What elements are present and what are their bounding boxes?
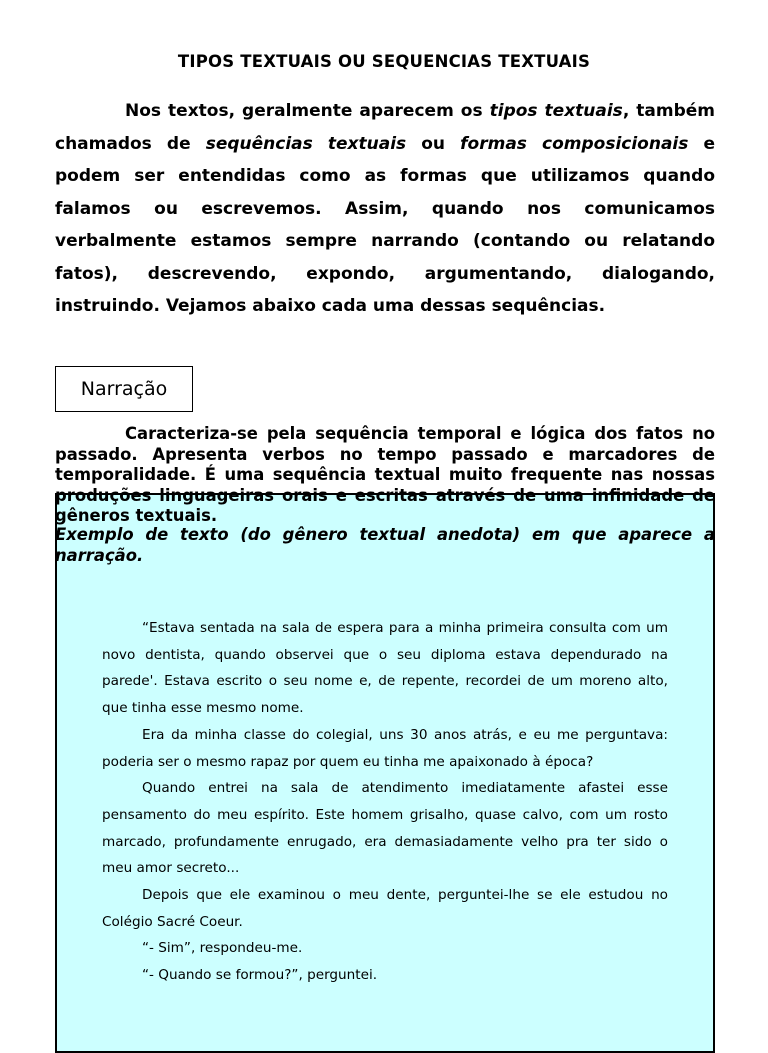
intro-text-2: , também chamados de bbox=[55, 101, 716, 154]
intro-text-1: Nos textos, geralmente aparecem os bbox=[125, 101, 490, 121]
story-text: Depois que ele examinou o meu dente, perguntei-lhe se ele estudou no Colégio Sacré Coeur. bbox=[102, 887, 668, 930]
story-text: Era da minha classe do colegial, uns 30 anos atrás, e eu me perguntava: poderia ser o mesmo rapaz por quem eu tinha me apaixonado à época? bbox=[102, 726, 668, 770]
story-text: “Estava sentada na sala de espera para a minha primeira consulta com um novo dentista, quando observei que o seu diploma estava dependurado na parede'. Estava escrito o seu nome e, de repente, recordei de um moreno alto, que tinha esse mesmo nome. bbox=[102, 620, 668, 717]
story-paragraph bbox=[102, 882, 668, 935]
intro-term-sequencias-textuais: sequências textuais bbox=[205, 133, 407, 154]
story-text: “- Quando se formou?”, perguntei. bbox=[142, 967, 378, 984]
intro-text-3: ou bbox=[406, 133, 461, 154]
story-paragraph bbox=[102, 775, 668, 882]
section-heading: Narração bbox=[80, 378, 168, 400]
example-label: Exemplo de texto (do gênero textual anedota) em que aparece a narração. bbox=[55, 525, 715, 565]
intro-term-formas-composicionais: formas composicionais bbox=[460, 133, 689, 154]
document-title: TIPOS TEXTUAIS OU SEQUENCIAS TEXTUAIS bbox=[177, 52, 591, 71]
story-text: “- Sim”, respondeu-me. bbox=[142, 940, 303, 957]
intro-term-tipos-textuais: tipos textuais bbox=[489, 101, 623, 121]
section-heading-box bbox=[55, 366, 193, 412]
section-description bbox=[55, 424, 715, 527]
story-paragraph bbox=[102, 935, 668, 962]
story-paragraph bbox=[102, 615, 668, 722]
intro-paragraph bbox=[55, 95, 715, 323]
story-text: Quando entrei na sala de atendimento imediatamente afastei esse pensamento do meu espírito. Este homem grisalho, quase calvo, com um rosto marcado, profundamente enrugado, era demasiadamente velho pra ter sido o meu amor secreto... bbox=[102, 780, 668, 877]
example-story bbox=[102, 615, 668, 989]
intro-text-4: e podem ser entendidas como as formas que utilizamos quando falamos ou escrevemos. Assim, quando nos comunicamos verbalmente estamos sempre narrando (contando ou relatando fatos), descrevendo, expondo, argumentando, dialogando, instruindo. Vejamos abaixo cada uma dessas sequências. bbox=[55, 133, 716, 316]
story-paragraph bbox=[102, 722, 668, 775]
section-description-text: Caracteriza-se pela sequência temporal e lógica dos fatos no passado. Apresenta verbos no tempo passado e marcadores de temporalidade. É uma sequência textual muito frequente nas nossas produções linguageiras orais e escritas através de uma infinidade de gêneros textuais. bbox=[55, 424, 715, 525]
story-paragraph bbox=[102, 962, 668, 989]
